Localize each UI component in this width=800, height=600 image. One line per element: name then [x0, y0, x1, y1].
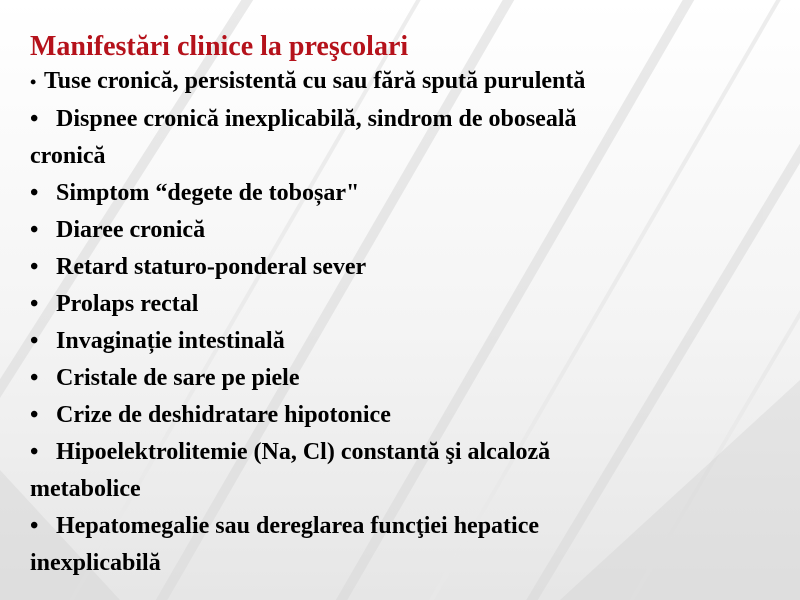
list-item-text: Diaree cronică: [56, 217, 206, 243]
list-item: [30, 360, 770, 397]
slide-content: [30, 30, 770, 582]
bullet-icon: •: [30, 365, 39, 391]
bullet-icon: •: [30, 328, 39, 354]
list-item-text: Invaginație intestinală: [56, 328, 285, 354]
bullet-icon: •: [30, 72, 37, 92]
bullet-icon: •: [30, 180, 39, 206]
list-item-text: Hipoelektrolitemie (Na, Cl) constantă şi alcaloză: [56, 439, 551, 465]
list-item-text: Cristale de sare pe piele: [56, 365, 300, 391]
list-item: [30, 212, 770, 249]
list-item-text: Dispnee cronică inexplicabilă, sindrom de oboseală: [56, 106, 577, 132]
symptom-list: [30, 66, 770, 582]
bullet-icon: •: [30, 106, 39, 132]
list-item: [30, 323, 770, 360]
bullet-icon: •: [30, 402, 39, 428]
list-item-continuation: inexplicabilă: [30, 550, 161, 576]
bullet-icon: •: [30, 513, 39, 539]
list-item: [30, 397, 770, 434]
list-item-continuation: cronică: [30, 143, 106, 169]
list-item: [30, 508, 770, 582]
list-item-text: Tuse cronică, persistentă cu sau fără spută purulentă: [44, 68, 586, 94]
slide-title: Manifestări clinice la preşcolari: [30, 31, 409, 62]
list-item: [30, 175, 770, 212]
bullet-icon: •: [30, 217, 39, 243]
list-item-text: Crize de deshidratare hipotonice: [56, 402, 391, 428]
bullet-icon: •: [30, 291, 39, 317]
list-item: [30, 101, 770, 175]
list-item: [30, 66, 770, 97]
list-item: [30, 249, 770, 286]
list-item-text: Retard staturo-ponderal sever: [56, 254, 367, 280]
list-item-text: Prolaps rectal: [56, 291, 199, 317]
bullet-icon: •: [30, 439, 39, 465]
list-item-text: Simptom “degete de toboșar": [56, 180, 360, 206]
list-item-continuation: metabolice: [30, 476, 141, 502]
list-item: [30, 434, 770, 508]
bullet-icon: •: [30, 254, 39, 280]
list-item-text: Hepatomegalie sau dereglarea funcţiei hepatice: [56, 513, 540, 539]
list-item: [30, 286, 770, 323]
